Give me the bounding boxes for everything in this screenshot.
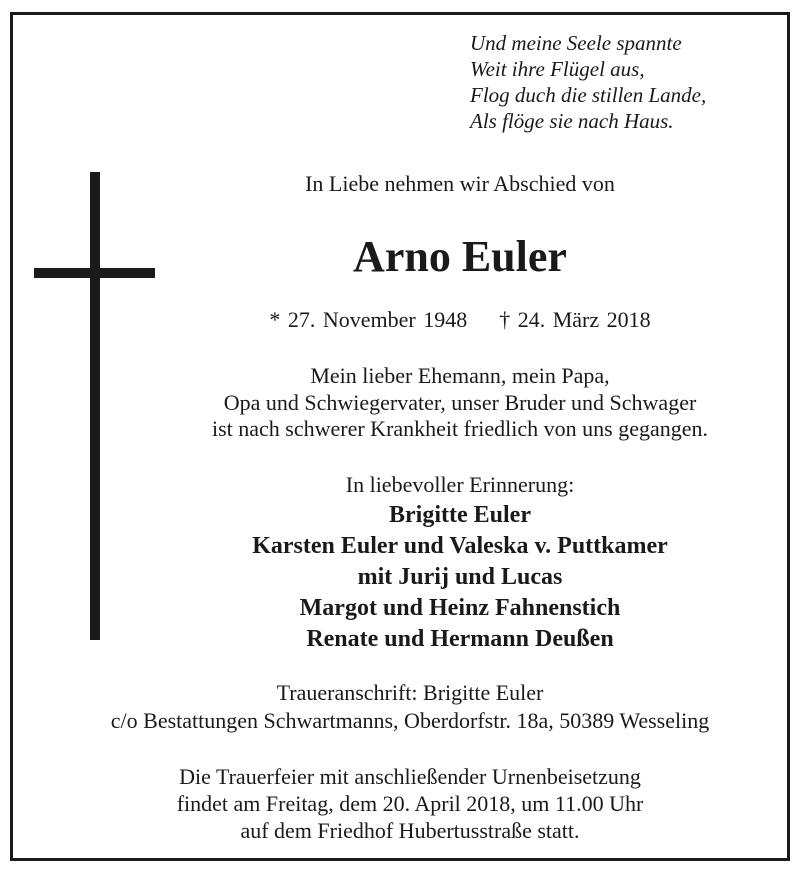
cross-vertical-bar <box>90 172 100 640</box>
family-member: Margot und Heinz Fahnenstich <box>299 595 621 621</box>
message-line: Mein lieber Ehemann, mein Papa, <box>310 363 610 388</box>
ceremony-line: findet am Freitag, dem 20. April 2018, um 11.00 Uhr <box>176 791 644 816</box>
memory-label: In liebevoller Erinnerung: <box>345 472 575 497</box>
message-line: ist nach schwerer Krankheit friedlich von uns gegangen. <box>211 416 709 441</box>
poem-line: Flog duch die stillen Lande, <box>470 83 707 107</box>
ceremony-line: Die Trauerfeier mit anschließender Urnenbeisetzung <box>179 764 641 789</box>
family-member: Brigitte Euler <box>389 502 531 528</box>
poem-line: Und meine Seele spannte <box>470 31 682 55</box>
ceremony-line: auf dem Friedhof Hubertusstraße statt. <box>240 818 580 843</box>
address-line: c/o Bestattungen Schwartmanns, Oberdorfstr. 18a, 50389 Wesseling <box>110 708 710 733</box>
family-list <box>150 500 770 655</box>
birth-date: * 27. November 1948 <box>269 307 468 332</box>
life-dates <box>150 306 770 334</box>
mourning-address <box>20 679 800 735</box>
intro-text: In Liebe nehmen wir Abschied von <box>305 171 615 196</box>
family-member: mit Jurij und Lucas <box>357 564 563 590</box>
deceased-name: Arno Euler <box>353 232 567 281</box>
death-date: † 24. März 2018 <box>499 307 651 332</box>
ceremony-info <box>20 763 800 844</box>
family-member: Renate und Hermann Deußen <box>306 626 614 652</box>
poem <box>470 30 706 134</box>
message <box>150 363 770 443</box>
address-line: Traueranschrift: Brigitte Euler <box>276 680 544 705</box>
poem-line: Als flöge sie nach Haus. <box>470 109 674 133</box>
poem-line: Weit ihre Flügel aus, <box>470 57 645 81</box>
family-member: Karsten Euler und Valeska v. Puttkamer <box>252 533 668 559</box>
cross-horizontal-bar <box>34 268 155 278</box>
message-line: Opa und Schwiegervater, unser Bruder und Schwager <box>223 389 697 415</box>
